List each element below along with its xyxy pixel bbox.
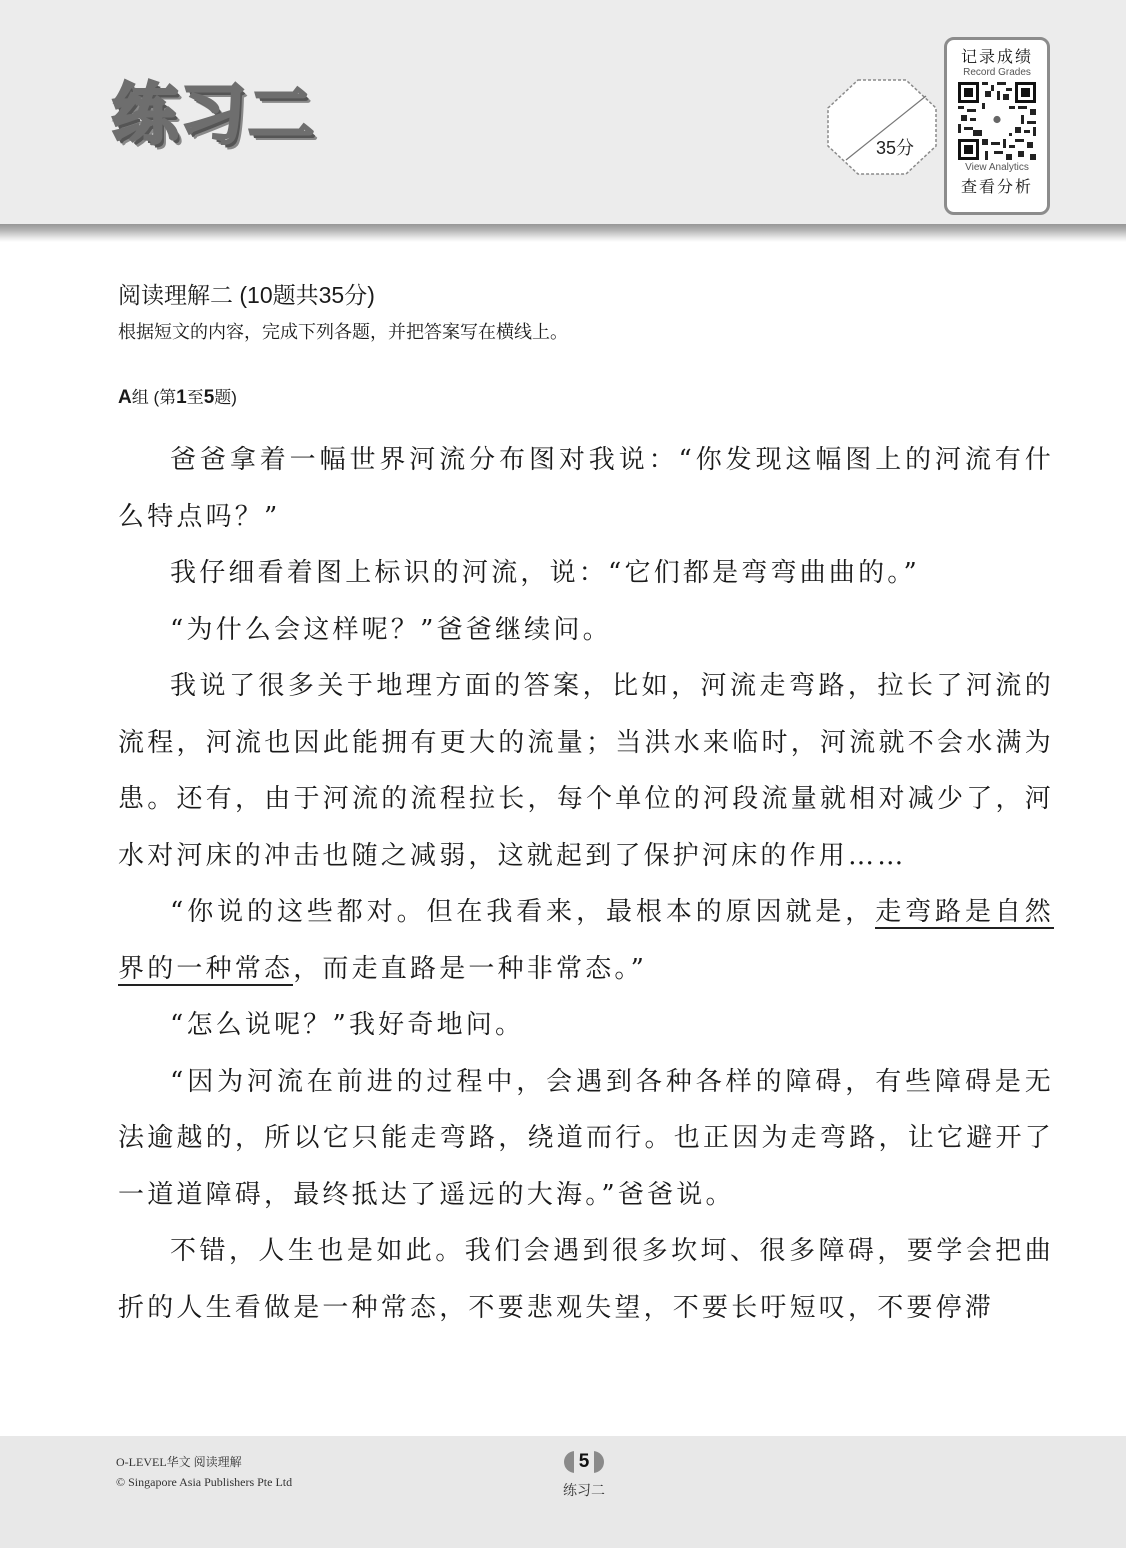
passage-paragraph: “因为河流在前进的过程中，会遇到各种各样的障碍，有些障碍是无法逾越的，所以它只能走弯路，绕道而行。也正因为走弯路，让它避开了一道道障碍，最终抵达了遥远的大海。”爸爸说。	[118, 1066, 1054, 1210]
passage-paragraph	[118, 884, 1054, 997]
header-divider	[0, 224, 1126, 242]
passage-paragraph: 不错，人生也是如此。我们会遇到很多坎坷、很多障碍，要学会把曲折的人生看做是一种常态，不要悲观失望，不要长吁短叹，不要停滞	[118, 1236, 1054, 1323]
passage-paragraph: “为什么会这样呢？”爸爸继续问。	[170, 614, 612, 645]
view-analytics-en: View Analytics	[965, 162, 1029, 173]
reading-passage	[118, 432, 1054, 1336]
passage-text: ，而走直路是一种非常态。”	[293, 953, 648, 984]
underlined-phrase: 走弯路是自然界的一种常态	[118, 897, 1055, 984]
page-number-badge	[560, 1449, 608, 1475]
passage-paragraph: 爸爸拿着一幅世界河流分布图对我说：“你发现这幅图上的河流有什么特点吗？”	[118, 445, 1054, 532]
group-letter: A	[118, 387, 132, 408]
group-label	[118, 383, 237, 409]
passage-paragraph: 我仔细看着图上标识的河流，说：“它们都是弯弯曲曲的。”	[170, 558, 920, 588]
chapter-title: 练习二	[112, 76, 316, 153]
record-grades-zh: 记录成绩	[960, 47, 1033, 66]
footer-info	[116, 1452, 292, 1492]
passage-paragraph: 我说了很多关于地理方面的答案，比如，河流走弯路，拉长了河流的流程，河流也因此能拥有更大的流量；当洪水来临时，河流就不会水满为患。还有，由于河流的流程拉长，每个单位的河段流量就相对减少了，河水对河床的冲击也随之减弱，这就起到了保护河床的作用……	[118, 671, 1054, 871]
section-title: 阅读理解二 (10题共35分)	[118, 282, 375, 308]
group-to: 至	[186, 388, 204, 407]
passage-text: “你说的这些都对。但在我看来，最根本的原因就是，	[170, 897, 876, 927]
copyright: © Singapore Asia Publishers Pte Ltd	[116, 1475, 293, 1489]
score-value: 35分	[876, 138, 915, 158]
page-number: 5	[574, 1449, 594, 1475]
group-q-start: 1	[176, 387, 187, 408]
score-badge	[826, 78, 938, 176]
section-instruction: 根据短文的内容，完成下列各题，并把答案写在横线上。	[118, 322, 568, 343]
group-label-text: 组 (第	[131, 388, 177, 407]
group-q-end: 5	[203, 387, 215, 408]
record-grades-en: Record Grades	[963, 67, 1031, 78]
octagon-badge-icon	[826, 78, 938, 176]
qr-code-icon[interactable]	[958, 82, 1036, 160]
qr-card[interactable]	[944, 37, 1050, 215]
group-suffix: 题)	[214, 388, 237, 407]
view-analytics-zh: 查看分析	[960, 177, 1033, 196]
footer-chapter: 练习二	[563, 1483, 605, 1499]
book-title: O-LEVEL华文 阅读理解	[116, 1455, 242, 1469]
passage-paragraph: “怎么说呢？”我好奇地问。	[170, 1010, 525, 1040]
